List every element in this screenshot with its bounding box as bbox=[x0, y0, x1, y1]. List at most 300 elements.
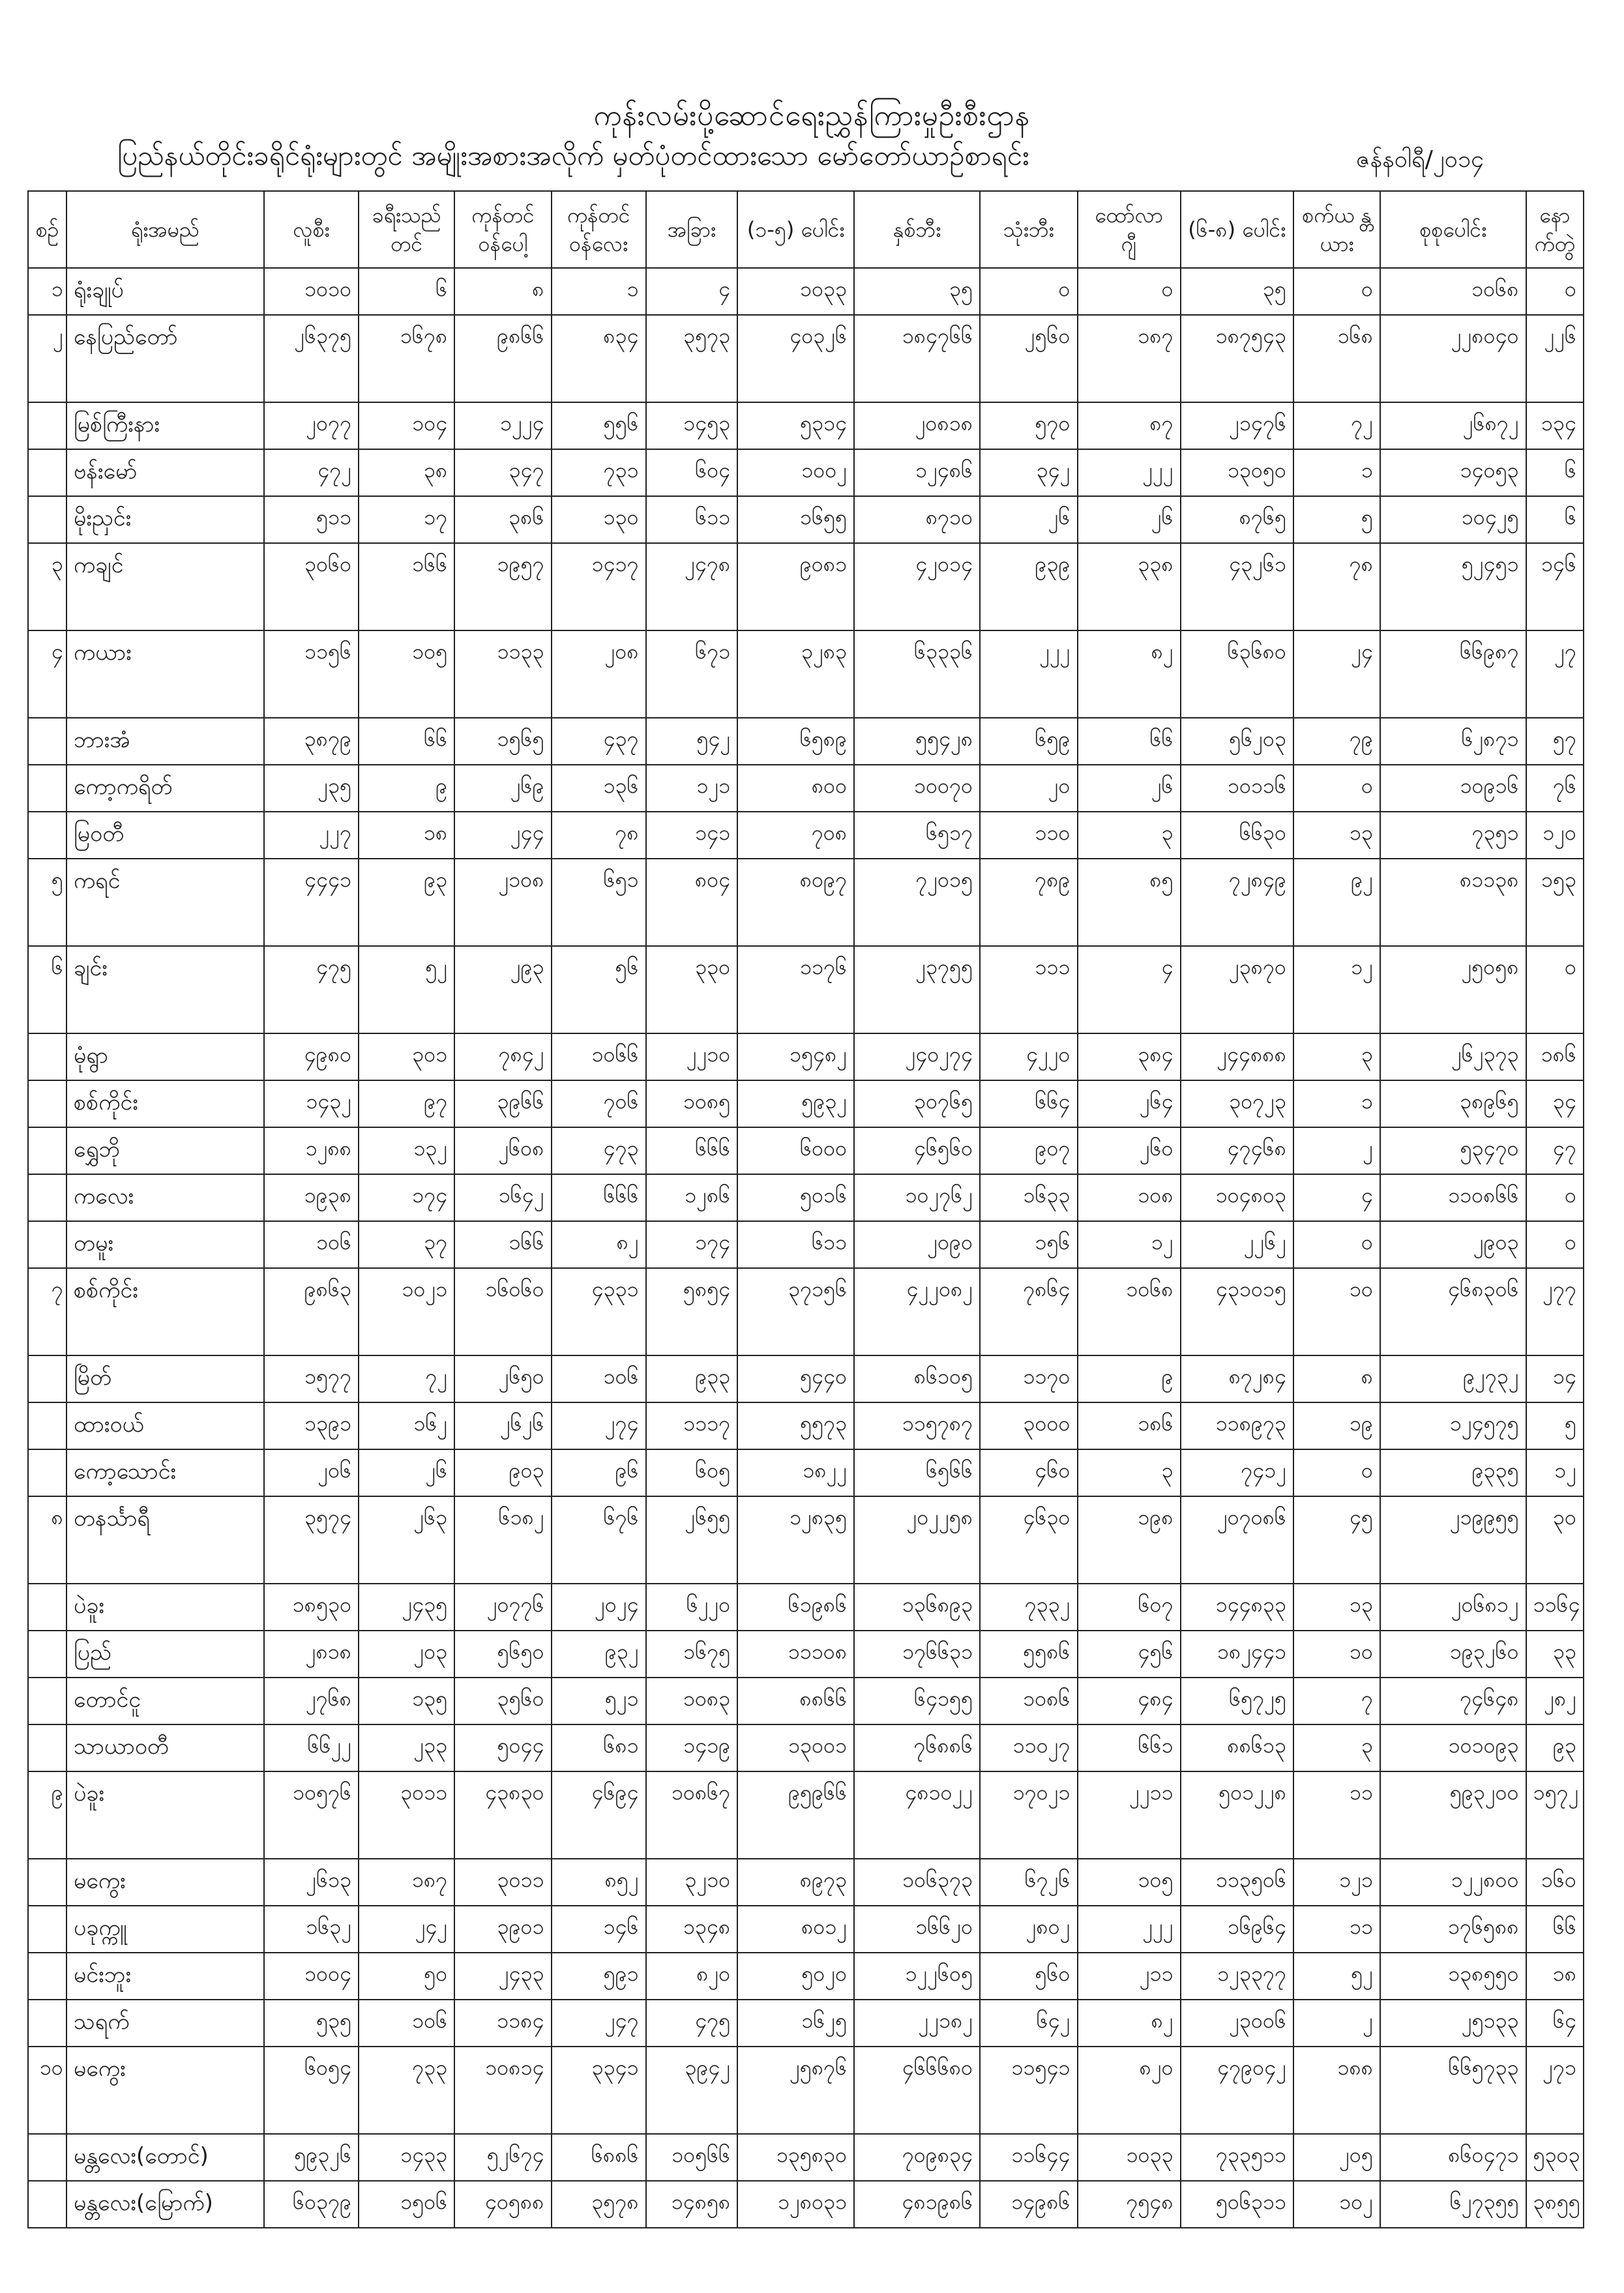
table-cell: ၁၁ bbox=[1293, 1906, 1380, 1953]
table-cell: ၁၆၂ bbox=[359, 1402, 454, 1449]
table-cell: ၁၀၁၁၆ bbox=[1181, 765, 1293, 812]
table-cell: ၁၀၅၆၆ bbox=[646, 2134, 738, 2181]
table-cell: ၉၃၂ bbox=[552, 1631, 646, 1678]
table-cell: ၅၈၅၄ bbox=[646, 1268, 738, 1355]
table-cell: ၁၀၈၁၄ bbox=[454, 2047, 551, 2134]
row-number bbox=[28, 1906, 66, 1953]
table-cell: ၉၃ bbox=[359, 859, 454, 946]
office-name: ကလေး bbox=[66, 1174, 264, 1221]
table-cell: ၃၇ bbox=[359, 1221, 454, 1268]
table-cell: ၅၅၆ bbox=[552, 402, 646, 449]
table-cell: ၈၈၆၆ bbox=[737, 1678, 854, 1724]
table-cell: ၁၀၆၈ bbox=[1078, 1268, 1181, 1355]
table-cell: ၄၇၅ bbox=[264, 946, 359, 1033]
table-cell: ၁၀၆ bbox=[359, 2000, 454, 2047]
table-cell: ၈၅ bbox=[1078, 859, 1181, 946]
office-name: မုံရွာ bbox=[66, 1033, 264, 1080]
table-cell: ၇၃၃ bbox=[359, 2047, 454, 2134]
table-cell: ၆၆၉၈၇ bbox=[1380, 630, 1526, 718]
table-cell: ၂၄၃၅ bbox=[359, 1584, 454, 1631]
table-cell: ၆၂၈၇၁ bbox=[1380, 718, 1526, 765]
table-cell: ၁၃၄၈ bbox=[646, 1906, 738, 1953]
table-cell: ၀ bbox=[1526, 1174, 1584, 1221]
table-cell: ၁၈၅၃၀ bbox=[264, 1584, 359, 1631]
table-row bbox=[28, 1496, 1584, 1584]
column-header: ရုံးအမည် bbox=[66, 191, 264, 268]
table-cell: ၁၃ bbox=[1293, 1584, 1380, 1631]
table-cell: ၇၈၆၄ bbox=[980, 1268, 1077, 1355]
table-cell: ၁၁၃၃ bbox=[454, 630, 551, 718]
row-number bbox=[28, 812, 66, 859]
table-cell: ၆၁၁ bbox=[646, 496, 738, 543]
table-cell: ၂၁၉၉၅၅ bbox=[1380, 1496, 1526, 1584]
table-cell: ၆၄၁၅၅ bbox=[854, 1678, 980, 1724]
row-number bbox=[28, 1859, 66, 1906]
table-cell: ၁၉၃၂၆၀ bbox=[1380, 1631, 1526, 1678]
table-cell: ၁၉၃၈ bbox=[264, 1174, 359, 1221]
table-cell: ၂၂၁၈၂ bbox=[854, 2000, 980, 2047]
table-cell: ၂၅၈၇၆ bbox=[737, 2047, 854, 2134]
table-cell: ၇၆၈၈၆ bbox=[854, 1724, 980, 1771]
table-cell: ၂၆ bbox=[1078, 765, 1181, 812]
office-name: မိုးညှင်း bbox=[66, 496, 264, 543]
table-cell: ၁၆၅၅ bbox=[737, 496, 854, 543]
table-cell: ၁၈၆ bbox=[1526, 1033, 1584, 1080]
table-cell: ၉၀၇ bbox=[980, 1127, 1077, 1174]
table-cell: ၄၃၇ bbox=[552, 718, 646, 765]
table-cell: ၂၂၂ bbox=[1078, 449, 1181, 496]
table-cell: ၁၀၂၁ bbox=[359, 1268, 454, 1355]
table-cell: ၁၃၂ bbox=[359, 1127, 454, 1174]
table-cell: ၅၀၁၂၂၈ bbox=[1181, 1771, 1293, 1859]
table-row bbox=[28, 946, 1584, 1033]
table-cell: ၂၄၃၃ bbox=[454, 1953, 551, 2000]
table-cell: ၀ bbox=[1293, 765, 1380, 812]
table-cell: ၂၆၈၇၂ bbox=[1380, 402, 1526, 449]
table-cell: ၂၃၅ bbox=[264, 765, 359, 812]
table-row bbox=[28, 1724, 1584, 1771]
table-cell: ၁၂၂၈၀၀ bbox=[1380, 1859, 1526, 1906]
table-cell: ၄၇ bbox=[1526, 1127, 1584, 1174]
table-cell: ၅၉၃၂ bbox=[737, 1080, 854, 1127]
table-cell: ၂၂၁၀ bbox=[646, 1033, 738, 1080]
table-cell: ၄၆၈၃၀၆ bbox=[1380, 1268, 1526, 1355]
table-cell: ၄၆၉၄ bbox=[552, 1771, 646, 1859]
table-cell: ၄၈၁၀၂၂ bbox=[854, 1771, 980, 1859]
table-cell: ၁၆၇၅ bbox=[646, 1631, 738, 1678]
table-cell: ၂၁၄၇၆ bbox=[1181, 402, 1293, 449]
column-header: (၁-၅) ပေါင်း bbox=[737, 191, 854, 268]
table-row bbox=[28, 1174, 1584, 1221]
table-cell: ၁၉၅၇ bbox=[454, 543, 551, 630]
table-cell: ၈၀၀ bbox=[737, 765, 854, 812]
table-cell: ၆၇၁ bbox=[646, 630, 738, 718]
column-header: ခရီးသည် တင် bbox=[359, 191, 454, 268]
table-cell: ၁၁၅၆ bbox=[264, 630, 359, 718]
table-cell: ၈၇ bbox=[1078, 402, 1181, 449]
table-cell: ၂၀၇၇ bbox=[264, 402, 359, 449]
table-cell: ၅၂ bbox=[1293, 1953, 1380, 2000]
office-name: နေပြည်တော် bbox=[66, 315, 264, 402]
table-cell: ၃၃ bbox=[1526, 1631, 1584, 1678]
table-cell: ၁၀၀၇၀ bbox=[854, 765, 980, 812]
table-cell: ၂၀၂၂၅၈ bbox=[854, 1496, 980, 1584]
table-cell: ၁၆၀ bbox=[1526, 1859, 1584, 1906]
table-cell: ၂၆၃ bbox=[359, 1496, 454, 1584]
table-cell: ၁၂၈၆ bbox=[646, 1174, 738, 1221]
table-cell: ၈၈၆၁၃ bbox=[1181, 1724, 1293, 1771]
table-cell: ၆၆၄ bbox=[980, 1080, 1077, 1127]
table-row bbox=[28, 1953, 1584, 2000]
table-cell: ၂၀၇၇၆ bbox=[454, 1584, 551, 1631]
row-number bbox=[28, 1174, 66, 1221]
table-row bbox=[28, 2134, 1584, 2181]
table-cell: ၁၈၇ bbox=[359, 1859, 454, 1906]
table-cell: ၂၂၂ bbox=[980, 630, 1077, 718]
row-number bbox=[28, 765, 66, 812]
table-cell: ၇၈ bbox=[1293, 543, 1380, 630]
table-cell: ၈၂ bbox=[1078, 2000, 1181, 2047]
table-cell: ၁၅၀၆ bbox=[359, 2181, 454, 2228]
table-cell: ၁၈၆ bbox=[1078, 1402, 1181, 1449]
table-cell: ၉၈၆၃ bbox=[264, 1268, 359, 1355]
table-cell: ၂၆ bbox=[980, 496, 1077, 543]
table-cell: ၂၁၁ bbox=[1078, 1953, 1181, 2000]
table-cell: ၄ bbox=[646, 268, 738, 315]
column-header: အခြား bbox=[646, 191, 738, 268]
office-name: သရက် bbox=[66, 2000, 264, 2047]
table-cell: ၁၁၀၈၆၆ bbox=[1380, 1174, 1526, 1221]
table-cell: ၂၆၅၅ bbox=[646, 1496, 738, 1584]
office-name: တမူး bbox=[66, 1221, 264, 1268]
table-cell: ၆၀၇ bbox=[1078, 1584, 1181, 1631]
table-cell: ၁၁၈၉၇၃ bbox=[1181, 1402, 1293, 1449]
table-cell: ၁၉၈ bbox=[1078, 1496, 1181, 1584]
table-cell: ၁၃၉၁ bbox=[264, 1402, 359, 1449]
table-row bbox=[28, 402, 1584, 449]
table-cell: ၁၃၅ bbox=[359, 1678, 454, 1724]
table-row bbox=[28, 1771, 1584, 1859]
table-cell: ၁၃၀၅၀ bbox=[1181, 449, 1293, 496]
table-cell: ၂၉၃ bbox=[454, 946, 551, 1033]
table-cell: ၅၂၁ bbox=[552, 1678, 646, 1724]
table-cell: ၁၃၅၈၃၀ bbox=[737, 2134, 854, 2181]
table-cell: ၆၇၂၆ bbox=[980, 1859, 1077, 1906]
table-cell: ၁၂ bbox=[1293, 946, 1380, 1033]
table-cell: ၆၁၉၈၆ bbox=[737, 1584, 854, 1631]
office-name: ကချင် bbox=[66, 543, 264, 630]
table-cell: ၃ bbox=[1293, 1033, 1380, 1080]
table-cell: ၉၃၉ bbox=[980, 543, 1077, 630]
table-cell: ၂၆ bbox=[1078, 496, 1181, 543]
office-name: ကော့သောင်း bbox=[66, 1449, 264, 1496]
row-number bbox=[28, 2000, 66, 2047]
office-name: မန္တလေး(မြောက်) bbox=[66, 2181, 264, 2228]
table-cell: ၁၆၆ bbox=[359, 543, 454, 630]
table-cell: ၁၀၁၀ bbox=[264, 268, 359, 315]
table-cell: ၄၇၉၀၄၂ bbox=[1181, 2047, 1293, 2134]
table-cell: ၂၃၃ bbox=[359, 1724, 454, 1771]
table-cell: ၁၈၂၂ bbox=[737, 1449, 854, 1496]
table-cell: ၁၁၇၆ bbox=[737, 946, 854, 1033]
table-cell: ၇၅၄၈ bbox=[1078, 2181, 1181, 2228]
table-cell: ၆၆၆ bbox=[646, 1127, 738, 1174]
table-cell: ၂၄ bbox=[1293, 630, 1380, 718]
table-cell: ၆၆၁ bbox=[1078, 1724, 1181, 1771]
table-cell: ၆၅၁ bbox=[552, 859, 646, 946]
row-number: ၄ bbox=[28, 630, 66, 718]
table-row bbox=[28, 1859, 1584, 1906]
table-cell: ၆၆ bbox=[359, 718, 454, 765]
column-header: စဉ် bbox=[28, 191, 66, 268]
table-cell: ၂၂၁၁ bbox=[1078, 1771, 1181, 1859]
table-cell: ၃ bbox=[1078, 1449, 1181, 1496]
table-cell: ၆၅၇၂၅ bbox=[1181, 1678, 1293, 1724]
office-name: မန္တလေး(တောင်) bbox=[66, 2134, 264, 2181]
table-row bbox=[28, 1127, 1584, 1174]
row-number: ၉ bbox=[28, 1771, 66, 1859]
column-header: သုံးဘီး bbox=[980, 191, 1077, 268]
table-cell: ၄၀၅၈၈ bbox=[454, 2181, 551, 2228]
table-row bbox=[28, 315, 1584, 402]
table-cell: ၄ bbox=[1293, 1174, 1380, 1221]
table-cell: ၁၅၇၇ bbox=[264, 1355, 359, 1402]
table-row bbox=[28, 1678, 1584, 1724]
table-cell: ၆၇၆ bbox=[552, 1496, 646, 1584]
table-cell: ၂၆၉ bbox=[454, 765, 551, 812]
office-name: စစ်ကိုင်း bbox=[66, 1268, 264, 1355]
table-cell: ၁၃၈၅၅၀ bbox=[1380, 1953, 1526, 2000]
table-cell: ၁၆၃၂ bbox=[264, 1906, 359, 1953]
vehicle-registration-table bbox=[27, 190, 1584, 2228]
table-cell: ၁၈၇၅၄၃ bbox=[1181, 315, 1293, 402]
office-name: ကော့ကရိတ် bbox=[66, 765, 264, 812]
row-number bbox=[28, 1724, 66, 1771]
table-cell: ၄၃၃၁ bbox=[552, 1268, 646, 1355]
table-cell: ၁၀၈ bbox=[1078, 1174, 1181, 1221]
office-name: ပဲခူး bbox=[66, 1771, 264, 1859]
table-cell: ၂၄၄၈၈၈ bbox=[1181, 1033, 1293, 1080]
table-cell: ၁၁၆၄ bbox=[1526, 1584, 1584, 1631]
office-name: ရွှေဘို bbox=[66, 1127, 264, 1174]
table-cell: ၄၈၄ bbox=[1078, 1678, 1181, 1724]
table-cell: ၉၃၃၅ bbox=[1380, 1449, 1526, 1496]
table-cell: ၆၆ bbox=[1078, 718, 1181, 765]
table-cell: ၈၂ bbox=[1078, 630, 1181, 718]
table-cell: ၈၂၀ bbox=[1078, 2047, 1181, 2134]
row-number bbox=[28, 1127, 66, 1174]
table-cell: ၈၇၁၀ bbox=[854, 496, 980, 543]
row-number bbox=[28, 1953, 66, 2000]
table-cell: ၁၇၆၆၃၁ bbox=[854, 1631, 980, 1678]
table-cell: ၆၅၉ bbox=[980, 718, 1077, 765]
table-cell: ၁၁၁၇ bbox=[646, 1402, 738, 1449]
table-cell: ၄ bbox=[1078, 946, 1181, 1033]
office-name: မကွေး bbox=[66, 1859, 264, 1906]
office-name: ချင်း bbox=[66, 946, 264, 1033]
table-cell: ၂၆၁၃ bbox=[264, 1859, 359, 1906]
table-cell: ၅၀၆၃၁၁ bbox=[1181, 2181, 1293, 2228]
table-cell: ၅၂၄၅၁ bbox=[1380, 543, 1526, 630]
table-cell: ၃၉၀၁ bbox=[454, 1906, 551, 1953]
table-cell: ၃၈ bbox=[359, 449, 454, 496]
table-cell: ၁၅၆၅ bbox=[454, 718, 551, 765]
table-cell: ၅၄၂ bbox=[646, 718, 738, 765]
table-cell: ၈၉၇၃ bbox=[737, 1859, 854, 1906]
table-cell: ၂၃၈၇၀ bbox=[1181, 946, 1293, 1033]
table-cell: ၂၀၈ bbox=[552, 630, 646, 718]
table-cell: ၂၂၆၂ bbox=[1181, 1221, 1293, 1268]
table-cell: ၈၀၁၂ bbox=[737, 1906, 854, 1953]
table-cell: ၀ bbox=[1078, 268, 1181, 315]
table-cell: ၅၀၂၀ bbox=[737, 1953, 854, 2000]
table-cell: ၃၂၁၀ bbox=[646, 1859, 738, 1906]
table-cell: ၅၇ bbox=[1526, 718, 1584, 765]
table-row bbox=[28, 630, 1584, 718]
row-number bbox=[28, 2181, 66, 2228]
table-cell: ၈၇၆၅ bbox=[1181, 496, 1293, 543]
table-cell: ၈၂ bbox=[552, 1221, 646, 1268]
table-cell: ၇၄၁၂ bbox=[1181, 1449, 1293, 1496]
table-cell: ၃၅ bbox=[1181, 268, 1293, 315]
table-cell: ၃၅၆၀ bbox=[454, 1678, 551, 1724]
row-number: ၃ bbox=[28, 543, 66, 630]
table-cell: ၃၈၄ bbox=[1078, 1033, 1181, 1080]
row-number: ၁ bbox=[28, 268, 66, 315]
table-cell: ၁၉ bbox=[1293, 1402, 1380, 1449]
table-cell: ၂၆၃၇၅ bbox=[264, 315, 359, 402]
table-cell: ၃၄၂ bbox=[980, 449, 1077, 496]
table-cell: ၆၈၈၆ bbox=[552, 2134, 646, 2181]
column-header: နော က်တွဲ bbox=[1526, 191, 1584, 268]
table-cell: ၈၂၀ bbox=[646, 1953, 738, 2000]
table-cell: ၁၈ bbox=[1526, 1953, 1584, 2000]
table-cell: ၆၀၄ bbox=[646, 449, 738, 496]
table-cell: ၄၇၃ bbox=[552, 1127, 646, 1174]
table-cell: ၇၂၈၄၉ bbox=[1181, 859, 1293, 946]
table-cell: ၁၃၄ bbox=[1526, 402, 1584, 449]
row-number bbox=[28, 1355, 66, 1402]
table-cell: ၁၂၈၈ bbox=[264, 1127, 359, 1174]
table-cell: ၂၄၇ bbox=[552, 2000, 646, 2047]
table-cell: ၆၃၃၃၆ bbox=[854, 630, 980, 718]
table-cell: ၉၂၇၃၂ bbox=[1380, 1355, 1526, 1402]
table-cell: ၁၂၄၅၇၅ bbox=[1380, 1402, 1526, 1449]
table-cell: ၂၀၆၈၁၂ bbox=[1380, 1584, 1526, 1631]
office-name: မကွေး bbox=[66, 2047, 264, 2134]
table-cell: ၁၁၈၄ bbox=[454, 2000, 551, 2047]
table-cell: ၁၀၃၃ bbox=[737, 268, 854, 315]
table-cell: ၃၃၄၁ bbox=[552, 2047, 646, 2134]
table-cell: ၁၄၄၈၃၃ bbox=[1181, 1584, 1293, 1631]
table-cell: ၁၂၄၈၆ bbox=[854, 449, 980, 496]
table-cell: ၁၄၈၅၈ bbox=[646, 2181, 738, 2228]
table-cell: ၉၆ bbox=[552, 1449, 646, 1496]
table-cell: ၈ bbox=[454, 268, 551, 315]
row-number bbox=[28, 449, 66, 496]
table-cell: ၆၆၅၇၃၃ bbox=[1380, 2047, 1526, 2134]
table-cell: ၆၅၈၉ bbox=[737, 718, 854, 765]
table-cell: ၆၀၃၇၉ bbox=[264, 2181, 359, 2228]
table-cell: ၅၁၁ bbox=[264, 496, 359, 543]
table-cell: ၆၃၆၈၀ bbox=[1181, 630, 1293, 718]
table-row bbox=[28, 718, 1584, 765]
table-cell: ၁၇၀၂၁ bbox=[980, 1771, 1077, 1859]
column-header: နှစ်ဘီး bbox=[854, 191, 980, 268]
table-cell: ၁၄၁ bbox=[646, 812, 738, 859]
table-cell: ၆ bbox=[1526, 449, 1584, 496]
row-number bbox=[28, 1631, 66, 1678]
table-cell: ၅၉၁ bbox=[552, 1953, 646, 2000]
column-header: လူစီး bbox=[264, 191, 359, 268]
table-cell: ၂၀၈၁၈ bbox=[854, 402, 980, 449]
table-cell: ၁၀၈၆ bbox=[980, 1678, 1077, 1724]
table-cell: ၄၇၅ bbox=[646, 2000, 738, 2047]
table-cell: ၂၄၂ bbox=[359, 1906, 454, 1953]
table-cell: ၁၆၆၂၀ bbox=[854, 1906, 980, 1953]
table-cell: ၈၁၁၃၈ bbox=[1380, 859, 1526, 946]
table-cell: ၃၀၆၀ bbox=[264, 543, 359, 630]
table-cell: ၁၇၆၅၈၈ bbox=[1380, 1906, 1526, 1953]
table-cell: ၁၅၆ bbox=[980, 1221, 1077, 1268]
table-cell: ၉၅၉၆၆ bbox=[737, 1771, 854, 1859]
table-row bbox=[28, 268, 1584, 315]
table-cell: ၅၆၂၀၃ bbox=[1181, 718, 1293, 765]
column-header: ကုန်တင် ဝန်လေး bbox=[552, 191, 646, 268]
table-cell: ၂၄၀၂၇၄ bbox=[854, 1033, 980, 1080]
table-cell: ၅၀၁၆ bbox=[737, 1174, 854, 1221]
table-cell: ၁၀၆၆ bbox=[552, 1033, 646, 1080]
office-name: ဗန်းမော် bbox=[66, 449, 264, 496]
table-cell: ၄၀၃၂၆ bbox=[737, 315, 854, 402]
table-cell: ၃၂၈၃ bbox=[737, 630, 854, 718]
table-cell: ၅၃၁၄ bbox=[737, 402, 854, 449]
table-cell: ၁၀ bbox=[1293, 1268, 1380, 1355]
table-cell: ၁၁၀ bbox=[980, 812, 1077, 859]
table-cell: ၇၀၉၈၃၄ bbox=[854, 2134, 980, 2181]
table-cell: ၆၈၁ bbox=[552, 1724, 646, 1771]
table-cell: ၁၀၆၈ bbox=[1380, 268, 1526, 315]
table-cell: ၃၄၇ bbox=[454, 449, 551, 496]
table-cell: ၀ bbox=[1293, 268, 1380, 315]
table-row bbox=[28, 1080, 1584, 1127]
document-title: ကုန်းလမ်းပို့ဆောင်ရေးညွှန်ကြားမှုဦးစီးဌာန bbox=[593, 99, 1031, 132]
table-row bbox=[28, 1355, 1584, 1402]
table-cell: ၆၁၁ bbox=[737, 1221, 854, 1268]
table-cell: ၁၄ bbox=[1526, 1355, 1584, 1402]
table-cell: ၁၁၆၄၄ bbox=[980, 2134, 1077, 2181]
table-row bbox=[28, 1268, 1584, 1355]
table-cell: ၁၁၅၇၈၇ bbox=[854, 1402, 980, 1449]
table-cell: ၂၀၂၄ bbox=[552, 1584, 646, 1631]
table-cell: ၂၂၂ bbox=[1078, 1906, 1181, 1953]
column-header: (၆-၈) ပေါင်း bbox=[1181, 191, 1293, 268]
column-header: စုစုပေါင်း bbox=[1380, 191, 1526, 268]
table-cell: ၃ bbox=[1078, 812, 1181, 859]
table-cell: ၇၂၀၁၅ bbox=[854, 859, 980, 946]
table-cell: ၁၂၈၃၅ bbox=[737, 1496, 854, 1584]
table-cell: ၁၀၅ bbox=[1078, 1859, 1181, 1906]
table-cell: ၁၄၁၉ bbox=[646, 1724, 738, 1771]
table-cell: ၃၈၉၆၅ bbox=[1380, 1080, 1526, 1127]
table-cell: ၃၀၇၆၅ bbox=[854, 1080, 980, 1127]
table-body bbox=[28, 268, 1584, 2228]
office-name: ကရင် bbox=[66, 859, 264, 946]
table-cell: ၅၆ bbox=[552, 946, 646, 1033]
table-cell: ၁၇ bbox=[359, 496, 454, 543]
office-name: မြစ်ကြီးနား bbox=[66, 402, 264, 449]
table-cell: ၁၀၄၂၅ bbox=[1380, 496, 1526, 543]
